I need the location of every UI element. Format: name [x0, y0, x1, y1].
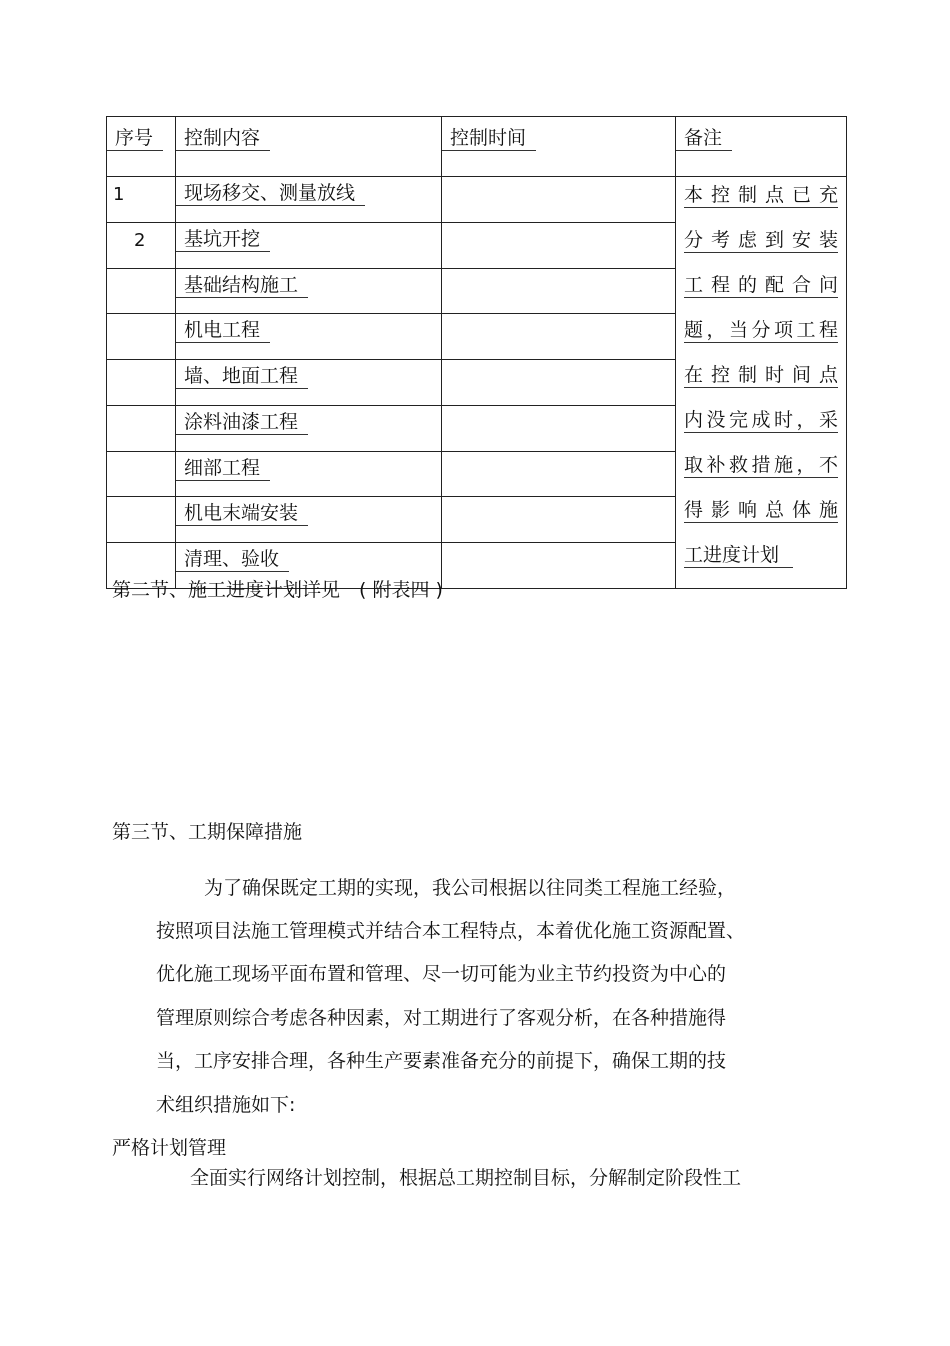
- content-cell: [176, 314, 442, 360]
- seq-number: 2: [134, 229, 146, 251]
- table-row: [107, 177, 847, 223]
- seq-cell: [107, 451, 176, 497]
- remark-line: 题，当分项工程: [684, 319, 838, 341]
- remark-cell: [676, 177, 847, 589]
- content-cell: [176, 360, 442, 406]
- content-cell: [176, 497, 442, 543]
- remark-line: 工程的配合问: [684, 274, 838, 296]
- content-text: 涂料油漆工程: [176, 406, 308, 435]
- control-point-table: [106, 116, 847, 589]
- header-remark: 备注: [676, 117, 732, 151]
- remark-line: 工进度计划: [684, 543, 793, 568]
- header-content: 控制内容: [176, 117, 270, 151]
- content-cell: [176, 177, 442, 223]
- remark-line: 得影响总体施: [684, 499, 838, 521]
- header-cell: [107, 117, 176, 177]
- seq-cell: [107, 360, 176, 406]
- time-cell: [442, 314, 676, 360]
- seq-cell: [107, 177, 176, 223]
- content-cell: [176, 451, 442, 497]
- header-cell: [676, 117, 847, 177]
- paragraph-line: 术组织措施如下:: [156, 1094, 296, 1116]
- content-cell: [176, 405, 442, 451]
- seq-number: 1: [113, 184, 125, 205]
- time-cell: [442, 268, 676, 314]
- content-text: 机电末端安装: [176, 497, 308, 526]
- remark-line: 取补救措施，不: [684, 454, 838, 476]
- content-cell: [176, 222, 442, 268]
- seq-cell: [107, 268, 176, 314]
- time-cell: [442, 451, 676, 497]
- remark-line: 本控制点已充: [684, 184, 838, 206]
- content-text: 现场移交、测量放线: [176, 177, 365, 206]
- table-header-row: [107, 117, 847, 177]
- paragraph-line: 当，工序安排合理，各种生产要素准备充分的前提下，确保工期的技: [156, 1050, 727, 1072]
- content-text: 清理、验收: [176, 543, 289, 572]
- content-text: 基坑开挖: [176, 223, 270, 252]
- content-text: 墙、地面工程: [176, 360, 308, 389]
- subsection-heading: 严格计划管理: [112, 1137, 227, 1159]
- paragraph-line: 按照项目法施工管理模式并结合本工程特点，本着优化施工资源配置、: [156, 920, 746, 942]
- header-seq: 序号: [107, 117, 163, 151]
- remark-text: [676, 177, 846, 588]
- seq-cell: [107, 497, 176, 543]
- subsection-line: 全面实行网络计划控制，根据总工期控制目标，分解制定阶段性工: [190, 1167, 742, 1189]
- time-cell: [442, 543, 676, 589]
- paragraph-line: 为了确保既定工期的实现，我公司根据以往同类工程施工经验，: [204, 877, 737, 899]
- content-cell: [176, 268, 442, 314]
- content-text: 细部工程: [176, 452, 270, 481]
- time-cell: [442, 360, 676, 406]
- content-text: 基础结构施工: [176, 269, 308, 298]
- time-cell: [442, 497, 676, 543]
- time-cell: [442, 177, 676, 223]
- content-text: 机电工程: [176, 314, 270, 343]
- header-time: 控制时间: [442, 117, 536, 151]
- section-3-heading: 第三节、工期保障措施: [112, 821, 303, 843]
- time-cell: [442, 405, 676, 451]
- remark-line: 分考虑到安装: [684, 229, 838, 251]
- section-2-heading: 第二节、施工进度计划详见 ( 附表四 ): [112, 579, 443, 601]
- remark-line: 内没完成时，采: [684, 409, 838, 431]
- header-cell: [442, 117, 676, 177]
- paragraph-line: 优化施工现场平面布置和管理、尽一切可能为业主节约投资为中心的: [156, 963, 727, 985]
- remark-line: 在控制时间点: [684, 364, 838, 386]
- seq-cell: [107, 405, 176, 451]
- paragraph-line: 管理原则综合考虑各种因素，对工期进行了客观分析，在各种措施得: [156, 1007, 727, 1029]
- seq-cell: [107, 222, 176, 268]
- time-cell: [442, 222, 676, 268]
- seq-cell: [107, 314, 176, 360]
- header-cell: [176, 117, 442, 177]
